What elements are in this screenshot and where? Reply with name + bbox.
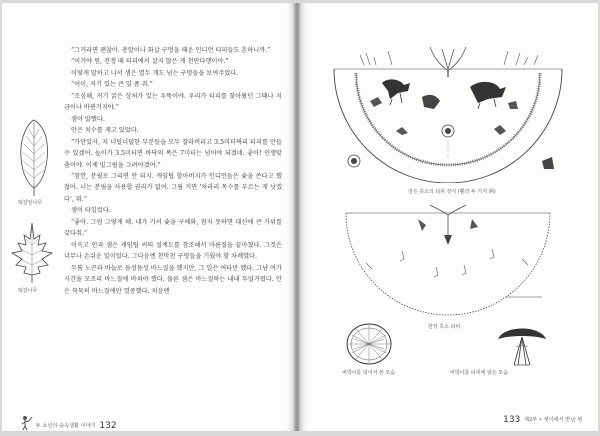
figure-caption: 비박이를 덮어서 본 모습 [342, 370, 396, 376]
right-footer [503, 415, 582, 425]
footer-chapter-title: 제2부 • 셋이에서 반난 셈 [523, 417, 582, 423]
page-number: 133 [503, 415, 521, 425]
paragraph: “좋아. 그럼 그렇게 해. 네가 가서 숯을 구해와, 참지 못하면 대신에 큰 가위를 갖다줘.” [64, 218, 282, 238]
paragraph: 샘이 타일렀다. [71, 207, 111, 215]
paragraph: 안은 치수를 재고 있었다. [71, 127, 139, 135]
paragraph: 두툼 노끈과 바늘로 듬성듬성 바느질을 했지만, 그 일은 여타만 했다. 그냥 여가시간을 모조리 바느질에 바쳐야 했다. 물론 샘은 바느질하는 내내 투덜거렸다. 안은 묵묵히 바느질에만 열중했다. 처음엔 [64, 264, 282, 295]
oak-leaf-illustration [10, 219, 54, 285]
decorated-tipi-cover-illustration [330, 43, 566, 183]
paragraph: “조심해, 저기 굵은 상처가 있는 우뚝이야. 우리가 티피를 찾아왔던 그때나 지금이나 바뀐거지야.” [64, 92, 282, 112]
paragraph: “가만있자, 저 너덜너덜한 부분들을 모두 잘라버리고 3.5미터짜리 티피를 만들 수 있겠어. 높이가 3.5미터면 바닥의 폭은 7미터는 넘어야 되겠네. 좋아! 인생맞춤이야. 이제 밑그림을 그려야겠어.” [64, 138, 282, 169]
paragraph: “이거야 원, 전쟁 때 티피에서 살지 않은 게 천만다행이야.” [71, 58, 229, 66]
paragraph: 샘이 말했다. [71, 115, 105, 123]
paragraph: 이윽고 안과 샘은 캐임팁 씨의 설계도를 참조해서 마름질을 끝마쳤다. 그것은 너무나 손쉬운 일이었다. 그다음엔 천막천 구멍들을 기웠야 할 차례였다. [64, 241, 282, 261]
footer-figure-icon [20, 415, 34, 431]
figure-caption: 비박이를 티피에 얹은 모습 [450, 370, 508, 376]
oval-leaf-illustration [16, 118, 52, 198]
paragraph: “어이, 저기 있는 큰 잎 좀 줘.” [71, 81, 153, 89]
page-number: 132 [99, 421, 117, 431]
leaf-label: 떡갈나무 [18, 288, 38, 294]
left-body-text [64, 45, 282, 297]
plain-tipi-cover-illustration [342, 201, 554, 319]
leaf-label: 떡갈잎나무 [18, 200, 43, 206]
figure-caption: 한장 혹소 티피 [428, 324, 461, 330]
paragraph: 이렇게 말하고 나서 샘은 열두 개도 넘는 구멍들을 보여주었다. [71, 69, 239, 77]
figure-caption: 검은 혹소의 티피 장식 (뿔의 두 가지 例) [408, 189, 496, 195]
right-page [300, 3, 598, 431]
bullboat-covered-illustration [344, 321, 394, 367]
left-footer [20, 415, 117, 431]
left-page [2, 3, 294, 431]
footer-series-title: 두 소년의 숲속생활 이야기 [35, 423, 96, 429]
paragraph: “참깐, 분필로 그리면 안 되지. 캐임팁 할아버지가 인디언들은 숯을 쓴다고 했잖아. 너는 분필을 사용할 권리가 없어. 그림 거면 ‘차라리 목수를 부르는 게 낫겠다’, 뭐.” [64, 172, 282, 203]
paragraph: “그거라면 괜찮아. 총알이나 화살 구멍을 때운 인디언 티피들도 흔하니까.” [71, 47, 271, 54]
bullboat-on-tipi-illustration [494, 317, 550, 371]
